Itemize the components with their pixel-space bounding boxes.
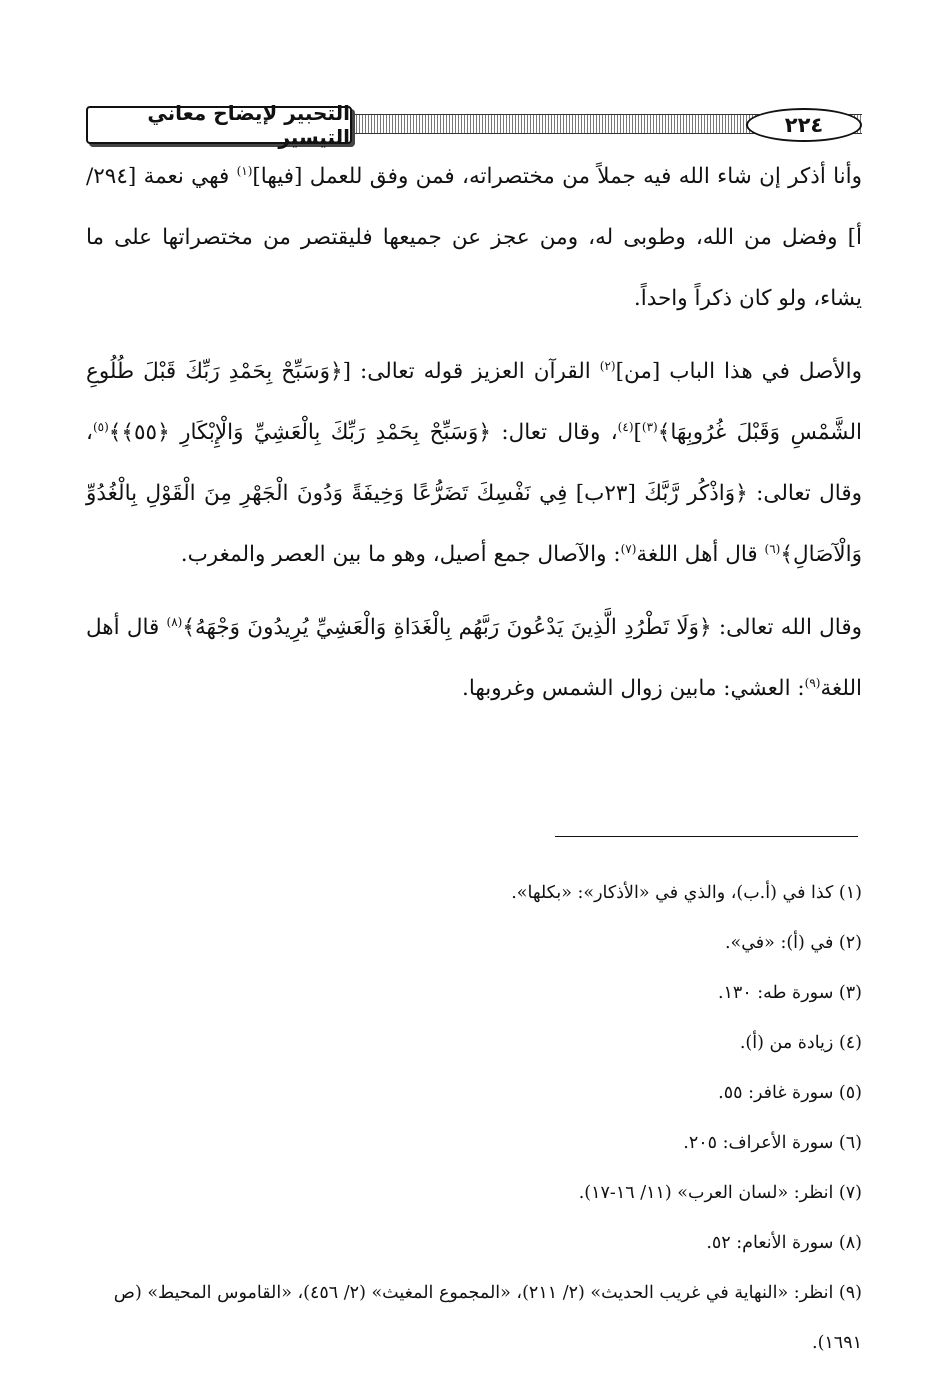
running-header <box>86 101 862 149</box>
footnote-ref: (٤) <box>617 419 634 434</box>
paragraph-2-text: قال أهل اللغة <box>636 542 765 567</box>
footnote-4: (٤) زيادة من (أ). <box>739 1033 862 1053</box>
quran-verse: القرآن العزيز قوله تعالى: [﴿وَسَبِّحْ بِحَمْدِ رَبِّكَ قَبْلَ طُلُوعِ الشَّمْسِ وَقَبْلَ غُرُوبِهَا﴾ <box>86 359 862 445</box>
paragraph-3 <box>86 597 862 719</box>
paragraph-2-text: : والآصال جمع أصيل، وهو ما بين العصر والمغرب. <box>180 542 621 567</box>
paragraph-2-text: والأصل في هذا الباب [من] <box>615 359 863 384</box>
footnote-7: (٧) انظر: «لسان العرب» (١١/ ١٦-١٧). <box>578 1183 862 1203</box>
paragraph-2 <box>86 341 862 585</box>
footnote-separator <box>555 836 858 837</box>
footnote-ref: (١) <box>236 163 253 178</box>
paragraph-3-text: قال أهل اللغة <box>86 615 862 701</box>
footnote-6: (٦) سورة الأعراف: ٢٠٥. <box>683 1133 862 1153</box>
paragraph-3-text: : العشي: مابين زوال الشمس وغروبها. <box>462 676 805 701</box>
footnote-ref: (٥) <box>92 419 109 434</box>
paragraph-1 <box>86 146 862 329</box>
footnote-ref: (٢) <box>599 358 616 373</box>
bracket: ] <box>633 420 642 445</box>
footnote-8: (٨) سورة الأنعام: ٥٢. <box>706 1233 862 1253</box>
footnote-9: (٩) انظر: «النهاية في غريب الحديث» (٢/ ٢١١)، «المجموع المغيث» (٢/ ٤٥٦)، «القاموس المحيط» (ص ١٦٩١). <box>113 1283 862 1353</box>
main-text <box>86 146 862 719</box>
paragraph-1-text-cont: فهي نعمة [٢٩٤/أ] وفضل من الله، وطوبى له، ومن عجز عن جميعها فليقتصر من مختصراتها على ما يشاء، ولو كان ذكراً واحداً. <box>86 164 862 311</box>
footnote-ref: (٩) <box>804 675 821 690</box>
footnote-ref: (٣) <box>641 419 658 434</box>
quran-verse: وقال الله تعالى: ﴿وَلَا تَطْرُدِ الَّذِينَ يَدْعُونَ رَبَّهُم بِالْغَدَاةِ وَالْعَشِيِّ يُرِيدُونَ وَجْهَهُ﴾ <box>182 615 862 640</box>
page-number: ٢٢٤ <box>746 108 862 142</box>
quran-verse: ، وقال تعالى: ﴿وَاذْكُر رَّبَّكَ [٢٣ب] فِي نَفْسِكَ تَضَرُّعًا وَخِيفَةً وَدُونَ الْجَهْرِ مِنَ الْقَوْلِ بِالْغُدُوِّ وَالْآصَالِ﴾ <box>86 420 862 567</box>
footnote-2: (٢) في (أ): «في». <box>724 933 862 953</box>
quran-verse: ، وقال تعال: ﴿وَسَبِّحْ بِحَمْدِ رَبِّكَ بِالْعَشِيِّ وَالْإِبْكَارِ ﴿٥٥﴾﴾ <box>108 420 618 445</box>
footnote-ref: (٨) <box>166 614 183 629</box>
paragraph-1-text: وأنا أذكر إن شاء الله فيه جملاً من مختصراته، فمن وفق للعمل [فيها] <box>252 164 862 189</box>
footnotes <box>86 868 862 1368</box>
footnote-1: (١) كذا في (أ.ب)، والذي في «الأذكار»: «بكلها». <box>511 883 862 903</box>
footnote-3: (٣) سورة طه: ١٣٠. <box>717 983 862 1003</box>
footnote-ref: (٦) <box>764 541 781 556</box>
footnote-5: (٥) سورة غافر: ٥٥. <box>718 1083 862 1103</box>
book-title: التحبير لإيضاح معاني التيسير <box>86 106 352 144</box>
footnote-ref: (٧) <box>620 541 637 556</box>
